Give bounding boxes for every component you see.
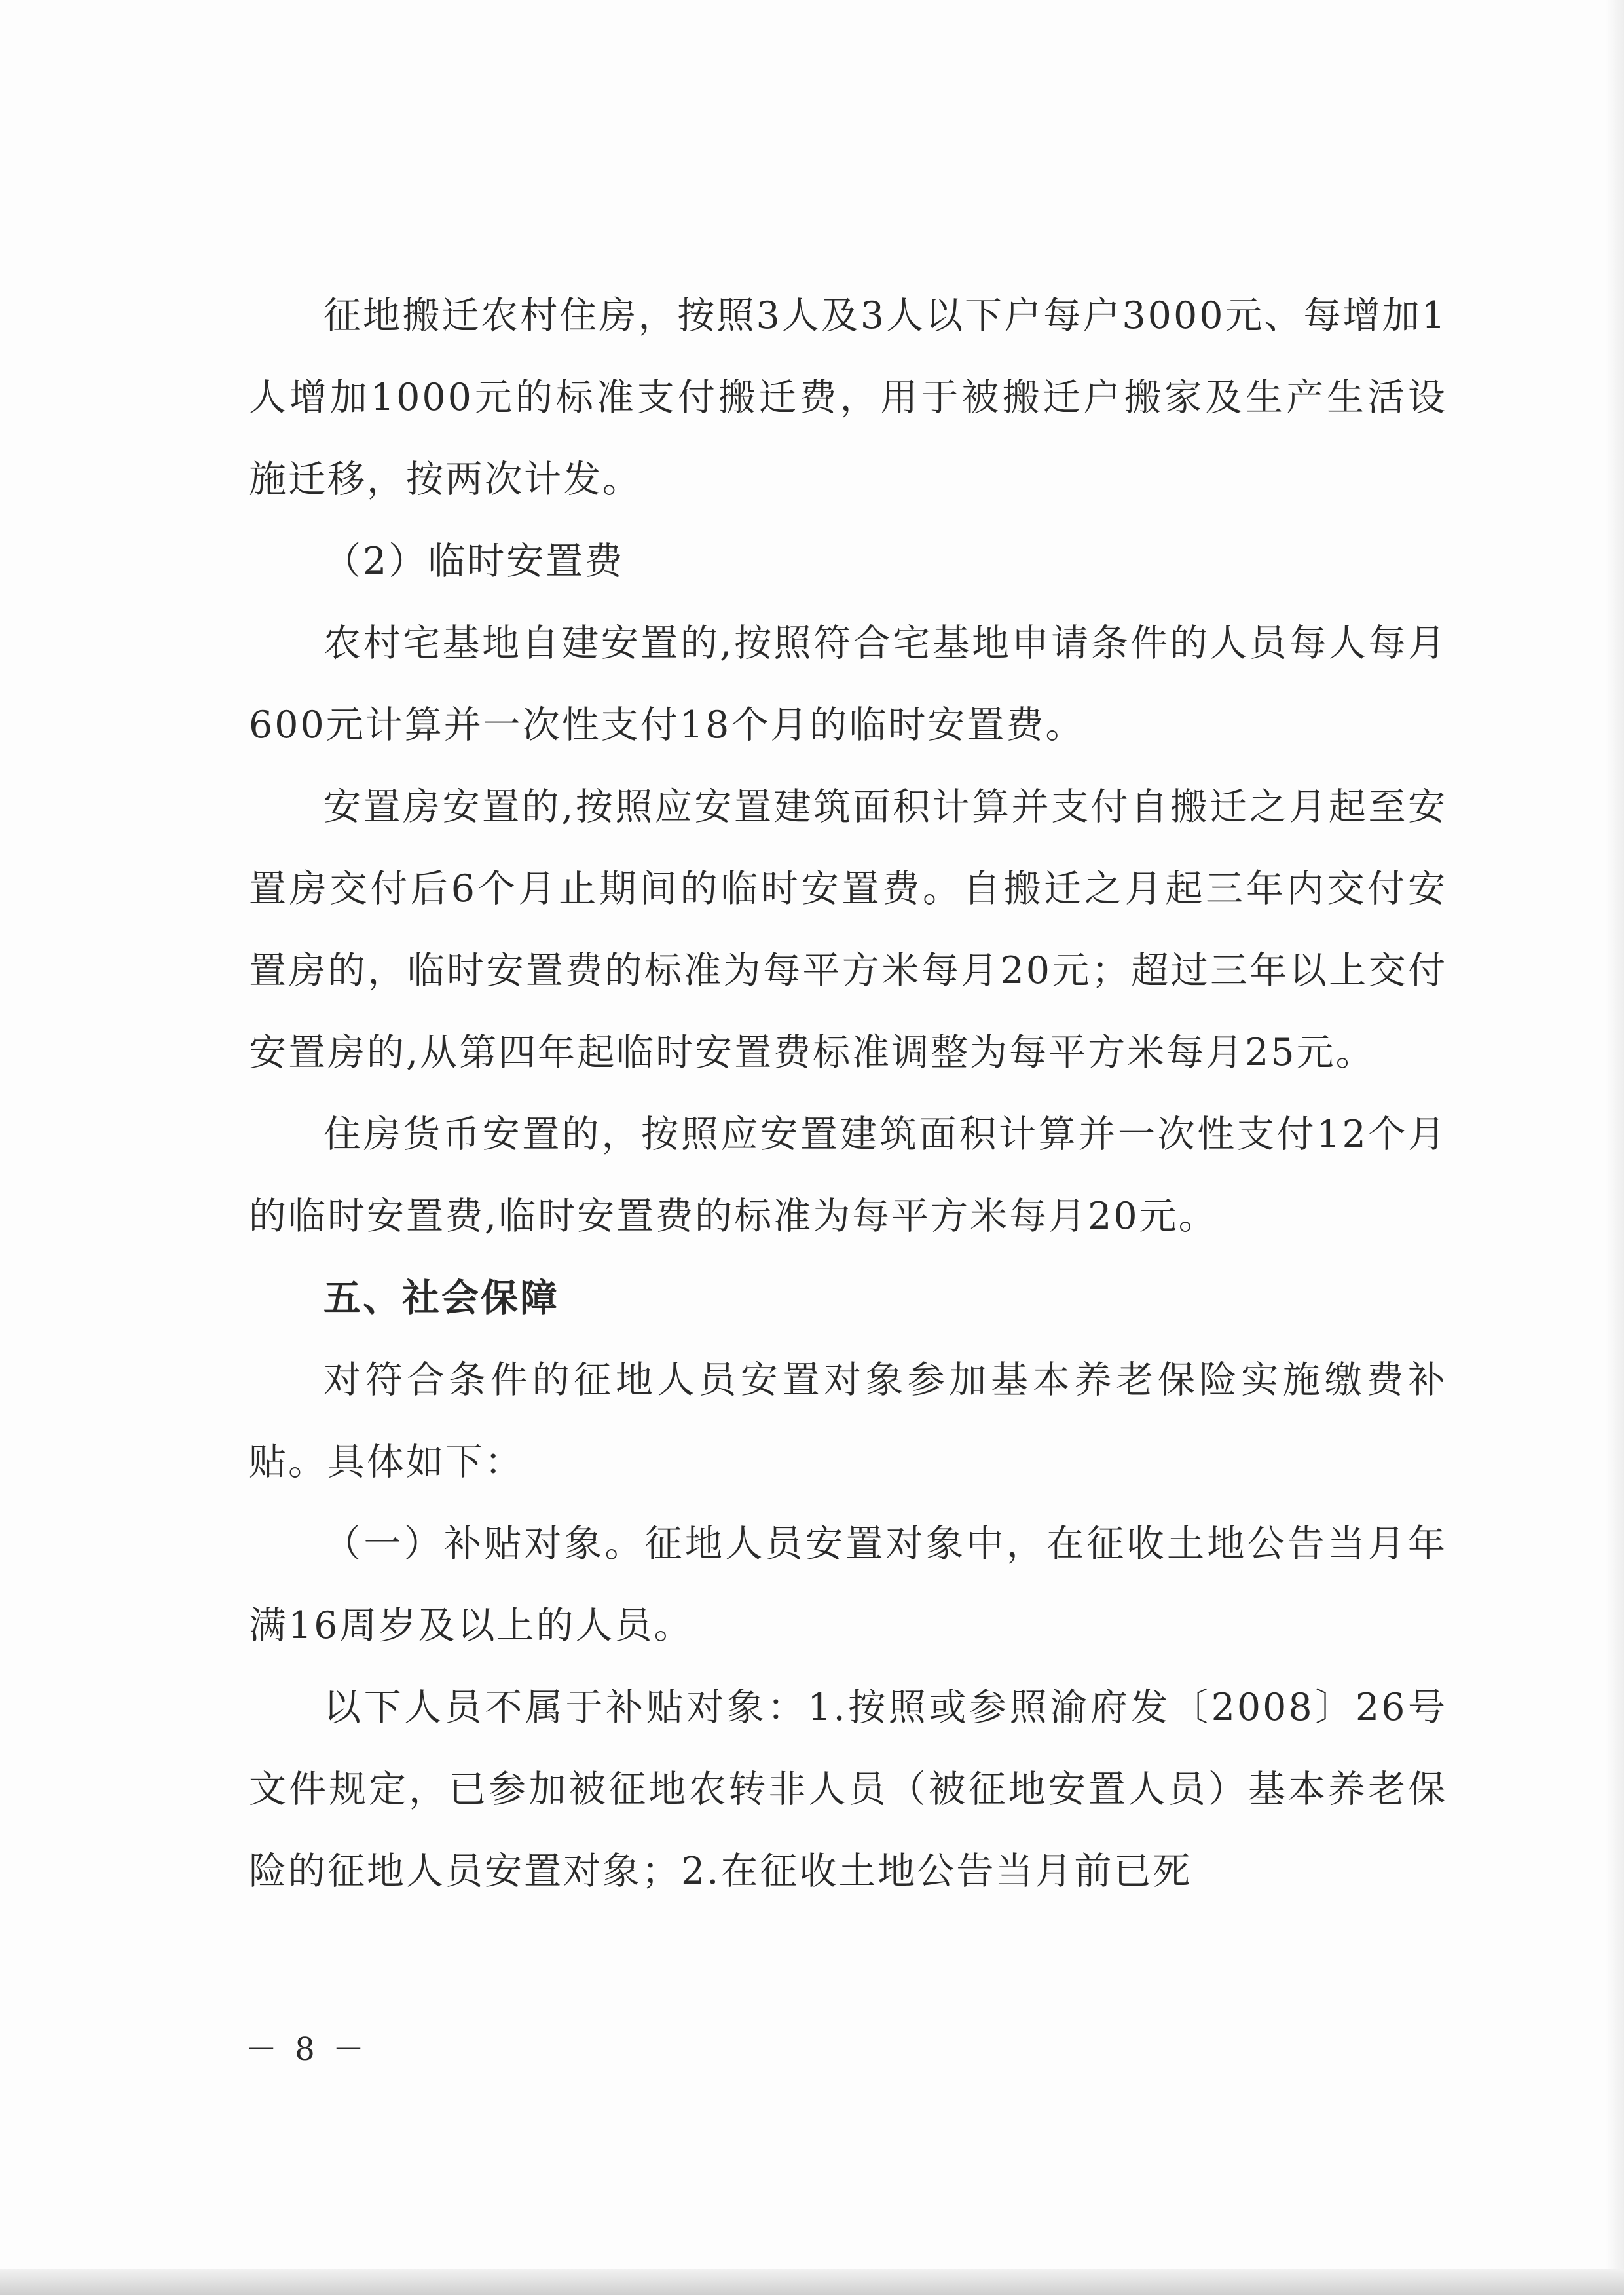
paragraph-homestead: 农村宅基地自建安置的,按照符合宅基地申请条件的人员每人每月600元计算并一次性支付18个月的临时安置费。 bbox=[249, 622, 1447, 747]
scan-edge-bottom bbox=[0, 2269, 1624, 2295]
scan-edge-right bbox=[1606, 0, 1624, 2295]
section-heading-social-security: 五、社会保障 bbox=[323, 1277, 559, 1320]
paragraph-subsidy-target: （一）补贴对象。征地人员安置对象中，在征收土地公告当月年满16周岁及以上的人员。 bbox=[249, 1522, 1447, 1647]
subheading-temporary-fee: （2）临时安置费 bbox=[323, 540, 625, 583]
paragraph-subsidy-intro: 对符合条件的征地人员安置对象参加基本养老保险实施缴费补贴。具体如下： bbox=[249, 1358, 1447, 1483]
paragraph-excluded-persons: 以下人员不属于补贴对象：1.按照或参照渝府发〔2008〕26号文件规定，已参加被征地农转非人员（被征地安置人员）基本养老保险的征地人员安置对象；2.在征收土地公告当月前已死 bbox=[249, 1686, 1447, 1893]
document-body bbox=[249, 275, 1447, 1912]
page-number: － 8 － bbox=[246, 2031, 369, 2068]
paragraph-monetary-placement: 住房货币安置的，按照应安置建筑面积计算并一次性支付12个月的临时安置费,临时安置费的标准为每平方米每月20元。 bbox=[249, 1113, 1447, 1238]
paragraph-relocation-fee: 征地搬迁农村住房，按照3人及3人以下户每户3000元、每增加1人增加1000元的标准支付搬迁费，用于被搬迁户搬家及生产生活设施迁移，按两次计发。 bbox=[249, 294, 1447, 501]
paragraph-housing-placement: 安置房安置的,按照应安置建筑面积计算并支付自搬迁之月起至安置房交付后6个月止期间的临时安置费。自搬迁之月起三年内交付安置房的，临时安置费的标准为每平方米每月20元；超过三年以上交付安置房的,从第四年起临时安置费标准调整为每平方米每月25元。 bbox=[249, 785, 1447, 1074]
